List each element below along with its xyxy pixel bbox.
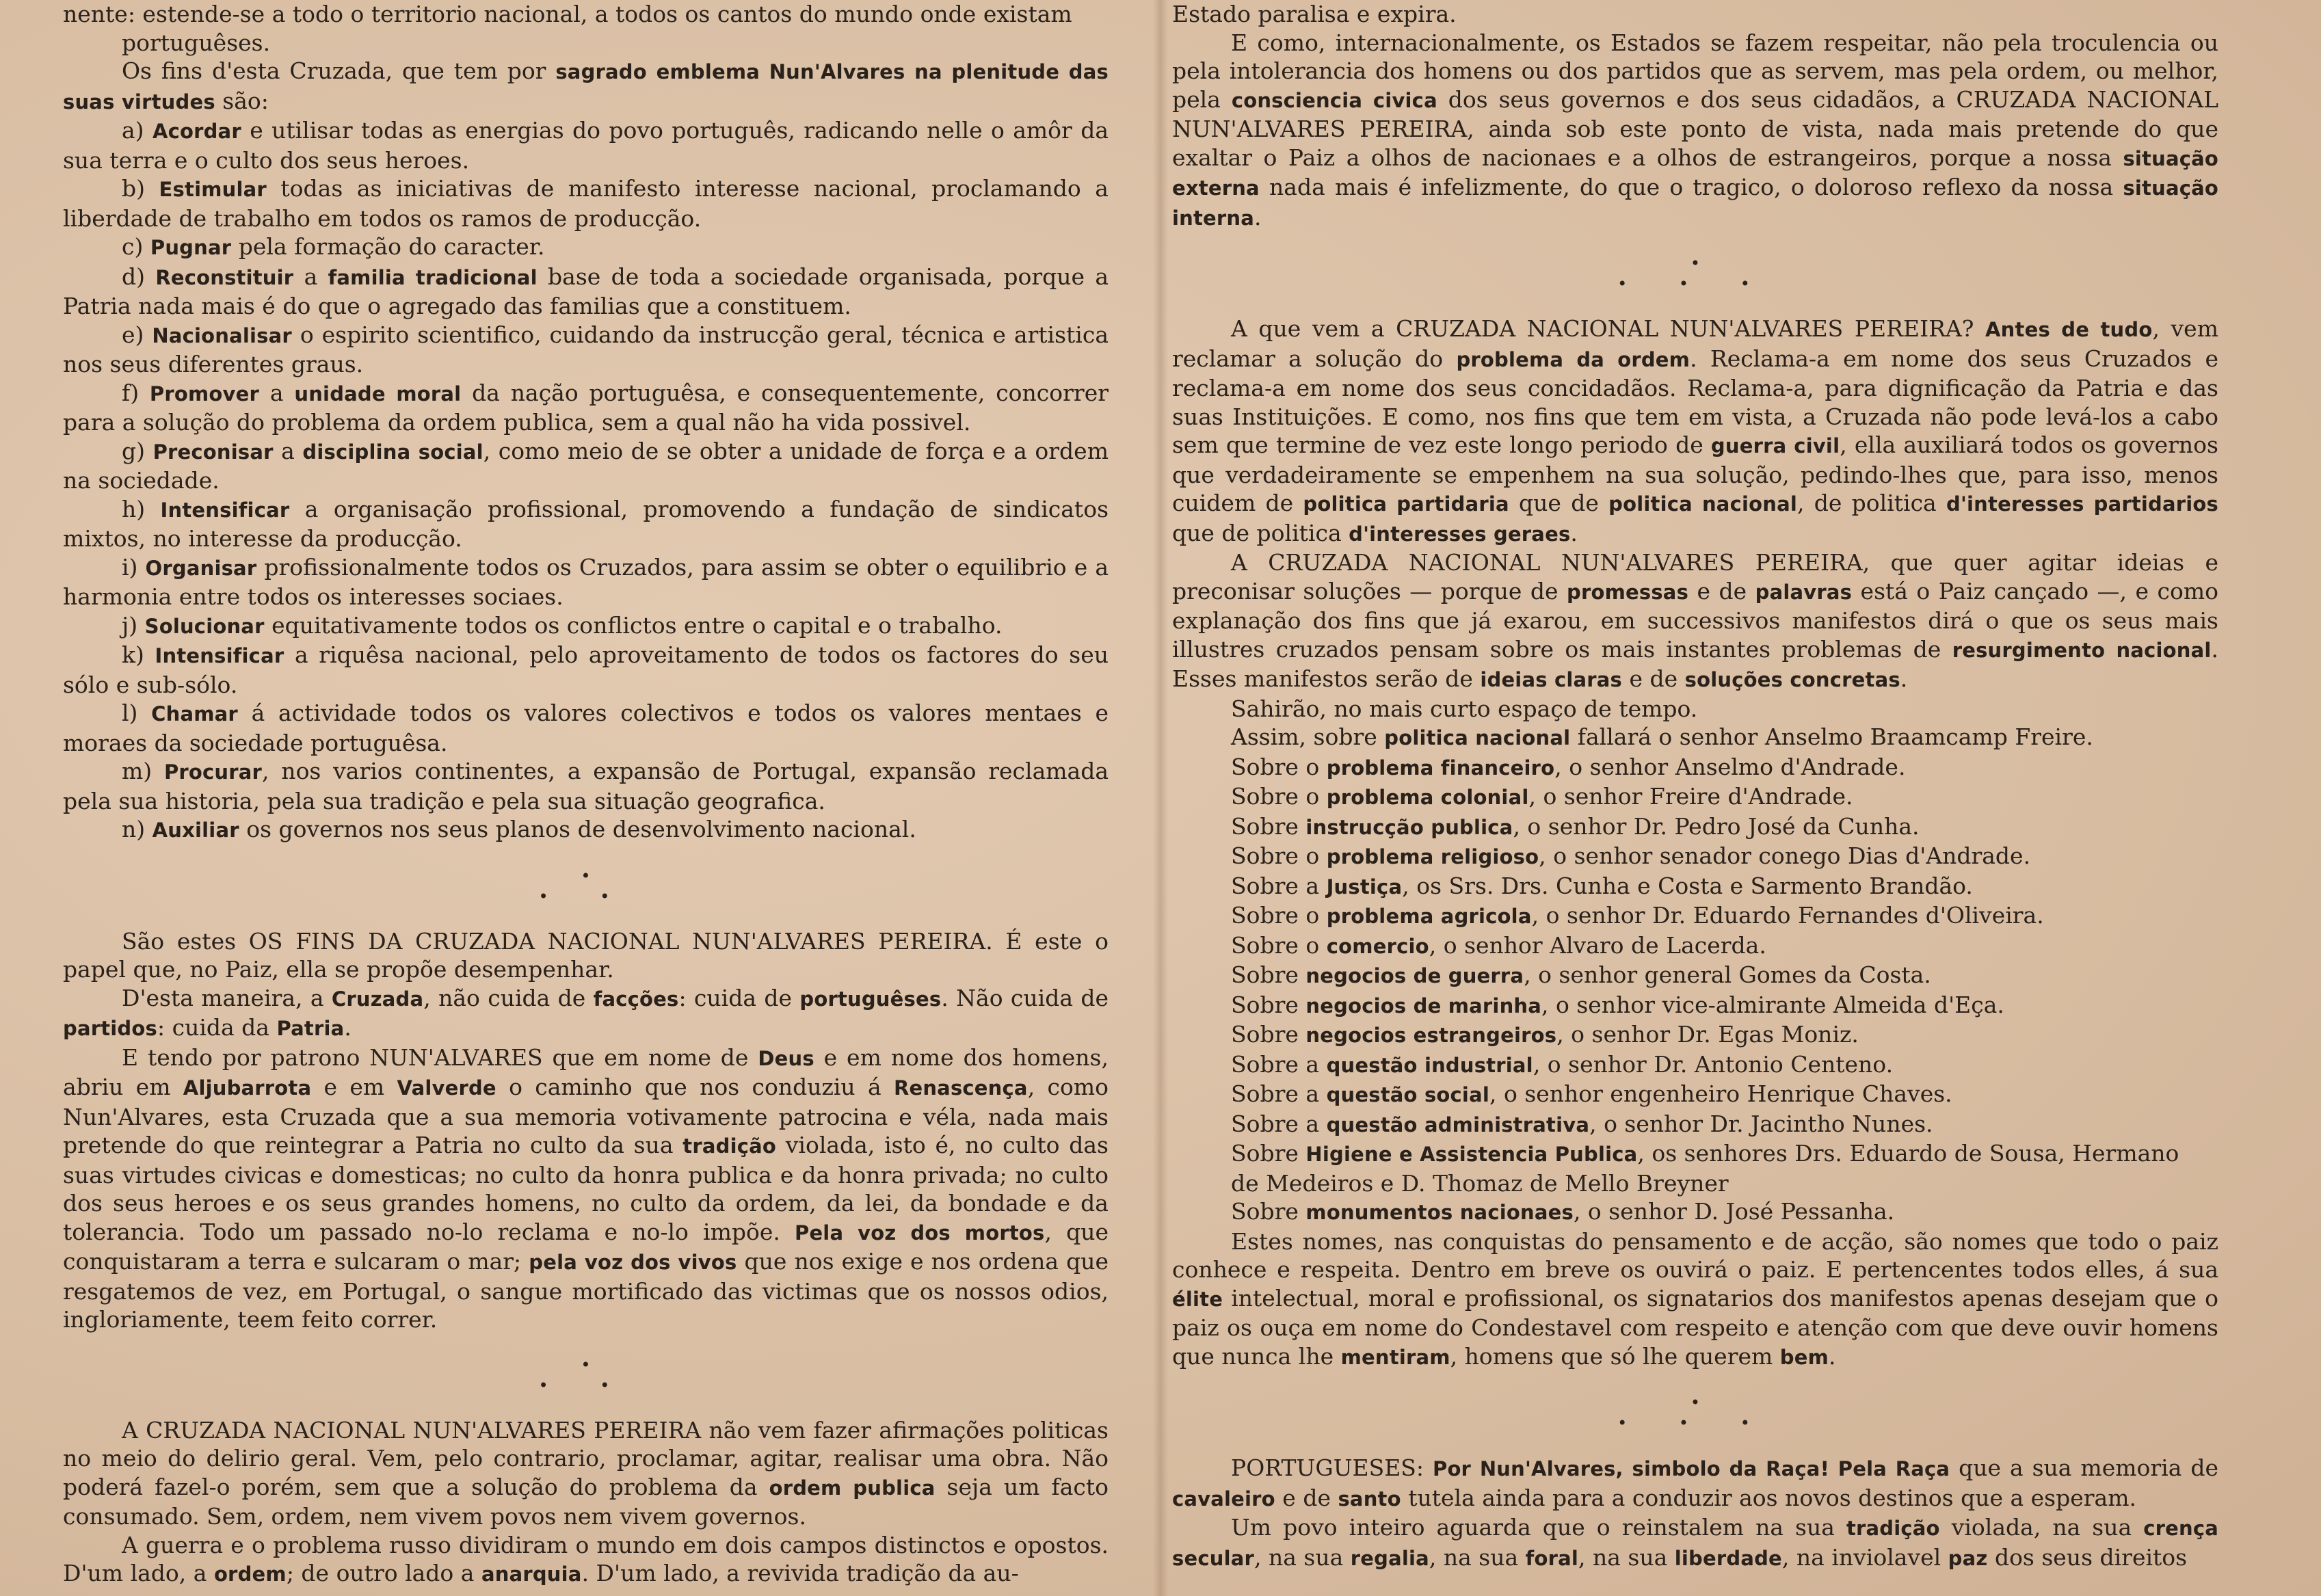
bold-text: problema colonial [1326,786,1529,809]
bold-text: élite [1172,1287,1223,1311]
text-run: . Reclama-a em nome dos seus Cruzados e reclama-a em nome dos seus concidadãos. Reclama-a, para dignificação da Patria e das suas Instituições. E como, nos fins que tem em vista, a Cruzada não pode levá-los a cabo sem que termine de vez este longo periodo de [1172,345,2218,458]
bold-text: Aljubarrota [183,1076,312,1100]
text-run: A guerra e o problema russo dividiram o mundo em dois campos distinctos e opostos. D'um lado, a [63,1531,1109,1586]
bold-text: d'interesses partidarios [1946,492,2219,516]
text-run: , como Nun'Alvares, esta Cruzada que a sua memoria votivamente patrocina e véla, nada mais pretende do que reintegrar a Patria no culto da sua [63,1074,1109,1158]
bold-text: ordem [213,1562,287,1586]
text-run: A CRUZADA NACIONAL NUN'ALVARES PEREIRA, que quer agitar ideias e preconisar soluções — porque de [1172,549,2218,604]
text-run: , o senhor Dr. Eduardo Fernandes d'Oliveira. [1531,902,2044,929]
bold-text: comercio [1326,934,1429,958]
paragraph [63,1416,1109,1531]
fins-list-item [63,232,1109,263]
text-run: , o senhor Dr. Antonio Centeno. [1533,1050,1894,1078]
text-run: Sobre [1231,961,1306,988]
text-run: Sobre o [1231,783,1327,810]
bold-text: unidade moral [294,382,462,405]
text-run: , homens que só lhe querem [1450,1342,1780,1370]
text-run: Sobre o [1231,931,1327,959]
bold-text: liberdade [1674,1546,1782,1570]
fins-list-item [63,699,1109,757]
bold-text: Valverde [397,1076,496,1100]
text-run: Sobre [1231,1198,1306,1225]
bold-text: ordem publica [769,1476,936,1500]
text-run: ; de outro lado a [286,1560,481,1586]
bold-text: Nacionalisar [152,323,292,347]
bold-text: paz [1948,1546,1988,1570]
text-run: Os fins d'esta Cruzada, que tem por [122,57,556,84]
text-run: Sobre [1231,1140,1306,1167]
paragraph [63,984,1109,1043]
separator-dots: • • [538,886,633,906]
intro-line-2: portuguêses. [122,29,271,56]
text-run: profissionalmente todos os Cruzados, para assim se obter o equilibrio e a harmonia entre todos os interesses sociaes. [63,553,1109,610]
manifesto-list-item [1172,991,2218,1021]
text-run: nada mais é infelizmente, do que o tragico, o doloroso reflexo da nossa [1259,174,2123,200]
bold-text: soluções concretas [1684,668,1900,691]
text-run: e de [1688,577,1755,604]
bold-text: Acordar [152,120,241,143]
text-run: , na sua [1429,1543,1526,1571]
text-run: a riquêsa nacional, pelo aproveitamento de todos os factores do seu sólo e sub-sólo. [63,641,1109,698]
paragraph [63,927,1109,984]
bold-text: bem [1779,1345,1829,1369]
bold-text: questão administrativa [1326,1113,1590,1136]
bold-text: partidos [63,1017,157,1040]
text-run: que de [1509,490,1609,516]
manifesto-list-item [1172,1050,2218,1080]
fins-list-item [63,174,1109,232]
fins-list-item [63,641,1109,699]
bold-text: negocios de marinha [1305,994,1542,1018]
bold-text: Organisar [145,556,257,580]
bold-text: Preconisar [152,440,274,464]
text-run: , o senhor Dr. Jacintho Nunes. [1589,1110,1933,1137]
bold-text: crença secular [1172,1517,2218,1570]
text-run: Um povo inteiro aguarda que o reinstalem na sua [1231,1514,1846,1541]
text-run: á actividade todos os valores colectivos e todos os valores mentaes e moraes da sociedade portuguêsa. [63,700,1109,756]
text-run: que a sua memoria de [1950,1454,2218,1481]
bold-text: questão social [1326,1083,1489,1106]
text-run: a [259,379,295,406]
text-run: , não cuida de [423,984,594,1011]
bold-text: problema financeiro [1326,756,1555,780]
text-run: Sobre o [1231,753,1327,780]
text-run: e utilisar todas as energias do povo português, radicando nelle o amôr da sua terra e o culto dos seus heroes. [63,117,1109,174]
list-intro: Sahirão, no mais curto espaço de tempo. [1231,695,1698,722]
bold-text: Promover [149,382,260,405]
text-run: k) [122,641,155,668]
bold-text: disciplina social [302,440,483,464]
text-run: Sobre a [1231,1050,1327,1078]
manifesto-list-item [1172,901,2218,931]
text-run: D'esta maneira, a [122,984,332,1011]
bold-text: Pugnar [150,236,232,259]
bold-text: facções [593,987,679,1011]
manifesto-list-item [1172,1110,2218,1140]
text-run: E como, internacionalmente, os Estados se fazem respeitar, não pela troculencia ou pela intolerancia dos homens ou dos partidos que as servem, mas pela ordem, ou melhor, pela [1172,29,2218,113]
text-run: f) [122,379,150,406]
text-run: Sobre [1231,991,1306,1018]
separator-dot: • [1690,1393,1701,1412]
text-run: , vem reclamar a solução do [1172,315,2218,372]
bold-text: pela voz dos vivos [529,1251,737,1274]
text-run: todas as iniciativas de manifesto interesse nacional, proclamando a liberdade de trabalho em todos os ramos de producção. [63,175,1109,232]
text-run: , o senhor Alvaro de Lacerda. [1429,931,1766,959]
text-run: . Não cuida de [941,984,1109,1011]
text-run: intelectual, moral e profissional, os signatarios dos manifestos apenas desejam que o paiz os ouça em nome do Condestavel com respeito e atenção com que deve ouvir homens que nunca lhe [1172,1284,2218,1370]
bold-text: mentiram [1340,1345,1450,1369]
text-run: , na sua [1254,1543,1351,1571]
bold-text: consciencia civica [1231,88,1437,112]
paragraph [63,1531,1109,1589]
bold-text: palavras [1755,580,1853,604]
intl-section [1172,29,2218,233]
text-run: , o senhor Dr. Pedro José da Cunha. [1513,812,1920,840]
intro-line-1: nente: estende-se a todo o territorio nacional, a todos os cantos do mundo onde existam [63,1,1072,27]
text-run: pela formação do caracter. [231,233,545,260]
bold-text: guerra civil [1710,434,1840,457]
bold-text: d'interesses geraes [1349,522,1571,546]
text-run: Assim, sobre [1231,723,1385,750]
manifesto-list-item [1172,723,2218,753]
bold-text: Renascença [893,1076,1028,1100]
manifesto-list-item [1172,1080,2218,1110]
fins-list-item [63,815,1109,845]
text-run: h) [122,495,161,522]
bold-text: Patria [276,1017,345,1040]
bold-text: ideias claras [1480,668,1623,691]
fins-list-item [63,757,1109,815]
text-run: , nos varios continentes, a expansão de Portugal, expansão reclamada pela sua historia, pela sua tradição e pela sua situação geografica. [63,758,1109,814]
separator-dots: • • • [1617,274,1773,293]
text-run: Sobre o [1231,842,1327,869]
paragraph [1172,1227,2218,1372]
text-run: são: [215,87,269,114]
text-run: seja um facto consumado. Sem, ordem, nem vivem povos nem vivem governos. [63,1473,1109,1530]
text-run: e em nome dos homens, abriu em [63,1043,1109,1100]
text-run: , o senhor engenheiro Henrique Chaves. [1489,1080,1952,1107]
text-run: , na inviolavel [1781,1543,1948,1571]
text-run: A que vem a CRUZADA NACIONAL NUN'ALVARES PEREIRA? [1231,315,1986,342]
text-run: e de [1275,1484,1338,1511]
bold-text: promessas [1567,580,1689,604]
text-run: Sobre o [1231,902,1327,929]
manifesto-list-item [1172,812,2218,842]
bold-text: problema religioso [1326,845,1539,868]
bold-text: tradição [1846,1517,1940,1540]
text-run: a [293,263,328,290]
bold-text: anarquia [481,1562,582,1586]
text-run: g) [122,437,153,464]
bold-text: familia tradicional [328,265,538,289]
text-run: . [1570,519,1578,546]
bold-text: Reconstituir [155,265,294,289]
text-run: está o Paiz cançado —, e como explanação dos fins que já exarou, em successivos manifestos dirá o que os seus mais illustres cruzados pensam sobre os mais instantes problemas de [1172,577,2218,663]
paragraph [63,1043,1109,1334]
text-run: de Medeiros e D. Thomaz de Mello Breyner [1231,1169,1729,1197]
text-run: , o senhor Anselmo d'Andrade. [1554,753,1906,780]
bold-text: Intensificar [155,644,284,667]
bold-text: sagrado emblema Nun'Alvares na plenitude das suas virtudes [63,60,1109,114]
text-run: base de toda a sociedade organisada, porque a Patria nada mais é do que o agregado das familias que a constituem. [63,263,1109,319]
text-run: fallará o senhor Anselmo Braamcamp Freire. [1570,723,2093,750]
bold-text: problema da ordem [1456,347,1690,371]
bold-text: cavaleiro [1172,1487,1275,1511]
paragraph [1172,548,2218,695]
text-run: : cuida de [678,984,800,1011]
bold-text: situação externa [1172,146,2218,200]
bold-text: Intensificar [160,498,290,522]
text-run: Sobre [1231,812,1306,840]
bold-text: instrucção publica [1305,815,1513,839]
text-run: Sobre [1231,1021,1306,1048]
bold-text: politica nacional [1608,492,1797,516]
text-run: Sobre a [1231,1080,1327,1107]
bold-text: Justiça [1326,875,1403,899]
fins-list-item [63,437,1109,495]
bold-text: politica nacional [1384,726,1571,749]
text-run: , os Srs. Drs. Cunha e Costa e Sarmento Brandão. [1402,872,1973,899]
bold-text: Solucionar [144,614,265,638]
text-run: , os senhores Drs. Eduardo de Sousa, Hermano [1637,1140,2179,1167]
bold-text: foral [1525,1546,1578,1570]
text-run: que de politica [1172,519,1349,546]
text-run: dos seus direitos [1987,1543,2188,1571]
separator-dot: • [1690,254,1701,273]
nomes-section [1172,1227,2218,1372]
text-run: , como meio de se obter a unidade de força e a ordem na sociedade. [63,437,1109,494]
text-run: a organisação profissional, promovendo a fundação de sindicatos mixtos, no interesse da producção. [63,495,1109,552]
bold-text: Procurar [163,760,263,784]
manifesto-list-item [1172,1020,2218,1050]
bold-text: Deus [758,1046,814,1070]
bold-text: Por Nun'Alvares, simbolo da Raça! Pela Raça [1432,1457,1950,1480]
text-run: , que conquistaram a terra e sulcaram o mar; [63,1218,1109,1275]
bold-text: politica partidaria [1303,492,1509,516]
text-run: b) [122,175,159,202]
bold-text: Pela voz dos mortos [794,1221,1045,1245]
text-run: . Esses manifestos serão de [1172,635,2219,692]
text-run: dos seus governos e dos seus cidadãos, a CRUZADA NACIONAL NUN'ALVARES PEREIRA, ainda sob este ponto de vista, nada mais pretende do que exaltar o Paiz a olhos de nacionaes e a olhos de estrangeiros, porque a nossa [1172,85,2218,171]
text-run: Sobre a [1231,872,1327,899]
manifesto-list-item [1172,1139,2218,1169]
text-run: : cuida da [157,1014,277,1041]
text-run: os governos nos seus planos de desenvolvimento nacional. [239,816,916,842]
text-run: d) [122,263,156,290]
text-run: tutela ainda para a conduzir aos novos destinos que a esperam. [1401,1484,2136,1511]
fins-list-item [63,379,1109,437]
manifesto-list-item [1172,842,2218,872]
text-run: . [344,1014,352,1041]
text-run: . [1900,665,1908,692]
text-run: , na sua [1578,1543,1675,1571]
fins-list-item [63,553,1109,611]
bold-text: monumentos nacionaes [1305,1201,1574,1224]
text-run: que nos exige e nos ordena que resgatemos de vez, em Portugal, o sangue mortificado das victimas que os nossos odios, ingloriamente, teem feito correr. [63,1248,1109,1333]
text-run: c) [122,233,150,260]
fins-list-item [63,321,1109,379]
text-run: j) [122,611,145,639]
bold-text: santo [1338,1487,1401,1511]
first-line: Estado paralisa e expira. [1172,1,1457,27]
text-run: São estes OS FINS DA CRUZADA NACIONAL NUN'ALVARES PEREIRA. É este o papel que, no Paiz, ella se propõe desempenhar. [63,927,1109,983]
manifesto-list-item [1172,1197,2218,1227]
fins-list-item [63,116,1109,174]
text-run: e em [311,1074,397,1100]
manifestos-list [1172,723,2218,1227]
text-run: l) [122,700,152,726]
text-run: e) [122,321,152,348]
bold-text: Cruzada [331,987,424,1011]
text-run: . [1254,203,1262,230]
text-run: , ella auxiliará todos os governos que verdadeiramente se empenhem na sua solução, pedindo-lhes que, para isso, menos cuidem de [1172,431,2218,516]
fins-list-item [63,611,1109,641]
ordem-section [63,1416,1109,1589]
text-run: Sobre a [1231,1110,1327,1137]
text-run: . [1829,1342,1836,1370]
text-run: violada, isto é, no culto das suas virtudes civicas e domesticas; no culto da honra publica e da honra privada; no culto dos seus heroes e os seus grandes homens, no culto da ordem, da lei, da bondade e da tolerancia. Todo um passado no-lo reclama e no-lo impõe. [63,1132,1109,1245]
left-page [0,0,1160,1596]
bold-text: Higiene e Assistencia Publica [1305,1143,1638,1166]
paragraph [1172,1513,2218,1573]
text-run: E tendo por patrono NUN'ALVARES que em nome de [122,1043,758,1071]
text-run: a) [122,117,152,144]
bold-text: negocios estrangeiros [1305,1024,1557,1047]
vem-section [1172,315,2218,695]
portugueses-section [1172,1454,2218,1573]
separator-dots: • • [538,1375,633,1395]
bold-text: tradição [682,1134,777,1158]
separator-dots: • • • [1617,1413,1773,1433]
fins-section [63,927,1109,1334]
bold-text: negocios de guerra [1305,964,1524,987]
right-page [1160,0,2321,1596]
manifesto-list-item [1172,782,2218,812]
text-run: , de politica [1796,490,1946,516]
text-run: n) [122,816,152,842]
text-run: o caminho que nos conduziu á [496,1074,894,1100]
manifesto-list-item [1172,1169,2218,1198]
paragraph [1172,315,2218,548]
text-run: o espirito scientifico, cuidando da instrucção geral, técnica e artistica nos seus diferentes graus. [63,321,1109,377]
manifesto-list-item [1172,872,2218,902]
text-run: , o senhor general Gomes da Costa. [1524,961,1931,988]
bold-text: Auxiliar [152,819,239,842]
text-run: A CRUZADA NACIONAL NUN'ALVARES PEREIRA não vem fazer afirmações politicas no meio do delirio geral. Vem, pelo contrario, proclamar, agitar, realisar uma obra. Não poderá fazel-o porém, sem que a solução do problema da [63,1416,1109,1500]
separator-dot: • [581,1355,591,1374]
bold-text: questão industrial [1326,1053,1533,1077]
bold-text: portuguêses [799,987,942,1011]
text-run: . D'um lado, a revivida tradição da au- [581,1560,1019,1586]
text-run: , o senhor Freire d'Andrade. [1528,783,1853,810]
bold-text: Chamar [151,702,238,726]
text-run: equitativamente todos os conflictos entre o capital e o trabalho. [264,611,1003,639]
text-run: , o senhor senador conego Dias d'Andrade. [1539,842,2031,869]
bold-text: regalia [1350,1546,1429,1570]
bold-text: Estimular [159,178,267,201]
text-run: m) [122,758,164,784]
manifesto-list-item [1172,753,2218,783]
text-run: e de [1622,665,1685,692]
bold-text: situação interna [1172,176,2218,230]
fins-list-item [63,495,1109,553]
text-run: , o senhor Dr. Egas Moniz. [1556,1021,1859,1048]
bold-text: problema agricola [1326,905,1532,928]
fins-intro [63,57,1109,116]
bold-text: resurgimento nacional [1952,638,2212,662]
text-run: violada, na sua [1939,1514,2144,1541]
fins-list [63,116,1109,845]
text-run: a [273,437,303,464]
manifesto-list-item [1172,931,2218,961]
text-run: i) [122,553,146,581]
paragraph [1172,1454,2218,1513]
paragraph [1172,29,2218,233]
text-run: Estes nomes, nas conquistas do pensamento e de acção, são nomes que todo o paiz conhece e respeita. Dentro em breve os ouvirá o paiz. E pertencentes todos elles, á sua [1172,1227,2218,1283]
bold-text: Antes de tudo [1985,318,2153,341]
text-run: da nação portuguêsa, e consequentemente, concorrer para a solução do problema da ordem publica, sem a qual não ha vida possivel. [63,379,1109,436]
text-run: , o senhor D. José Pessanha. [1573,1198,1895,1225]
manifesto-list-item [1172,961,2218,991]
fins-list-item [63,263,1109,321]
separator-dot: • [581,866,591,886]
text-run: PORTUGUESES: [1231,1454,1433,1481]
text-run: , o senhor vice-almirante Almeida d'Eça. [1541,991,2004,1018]
